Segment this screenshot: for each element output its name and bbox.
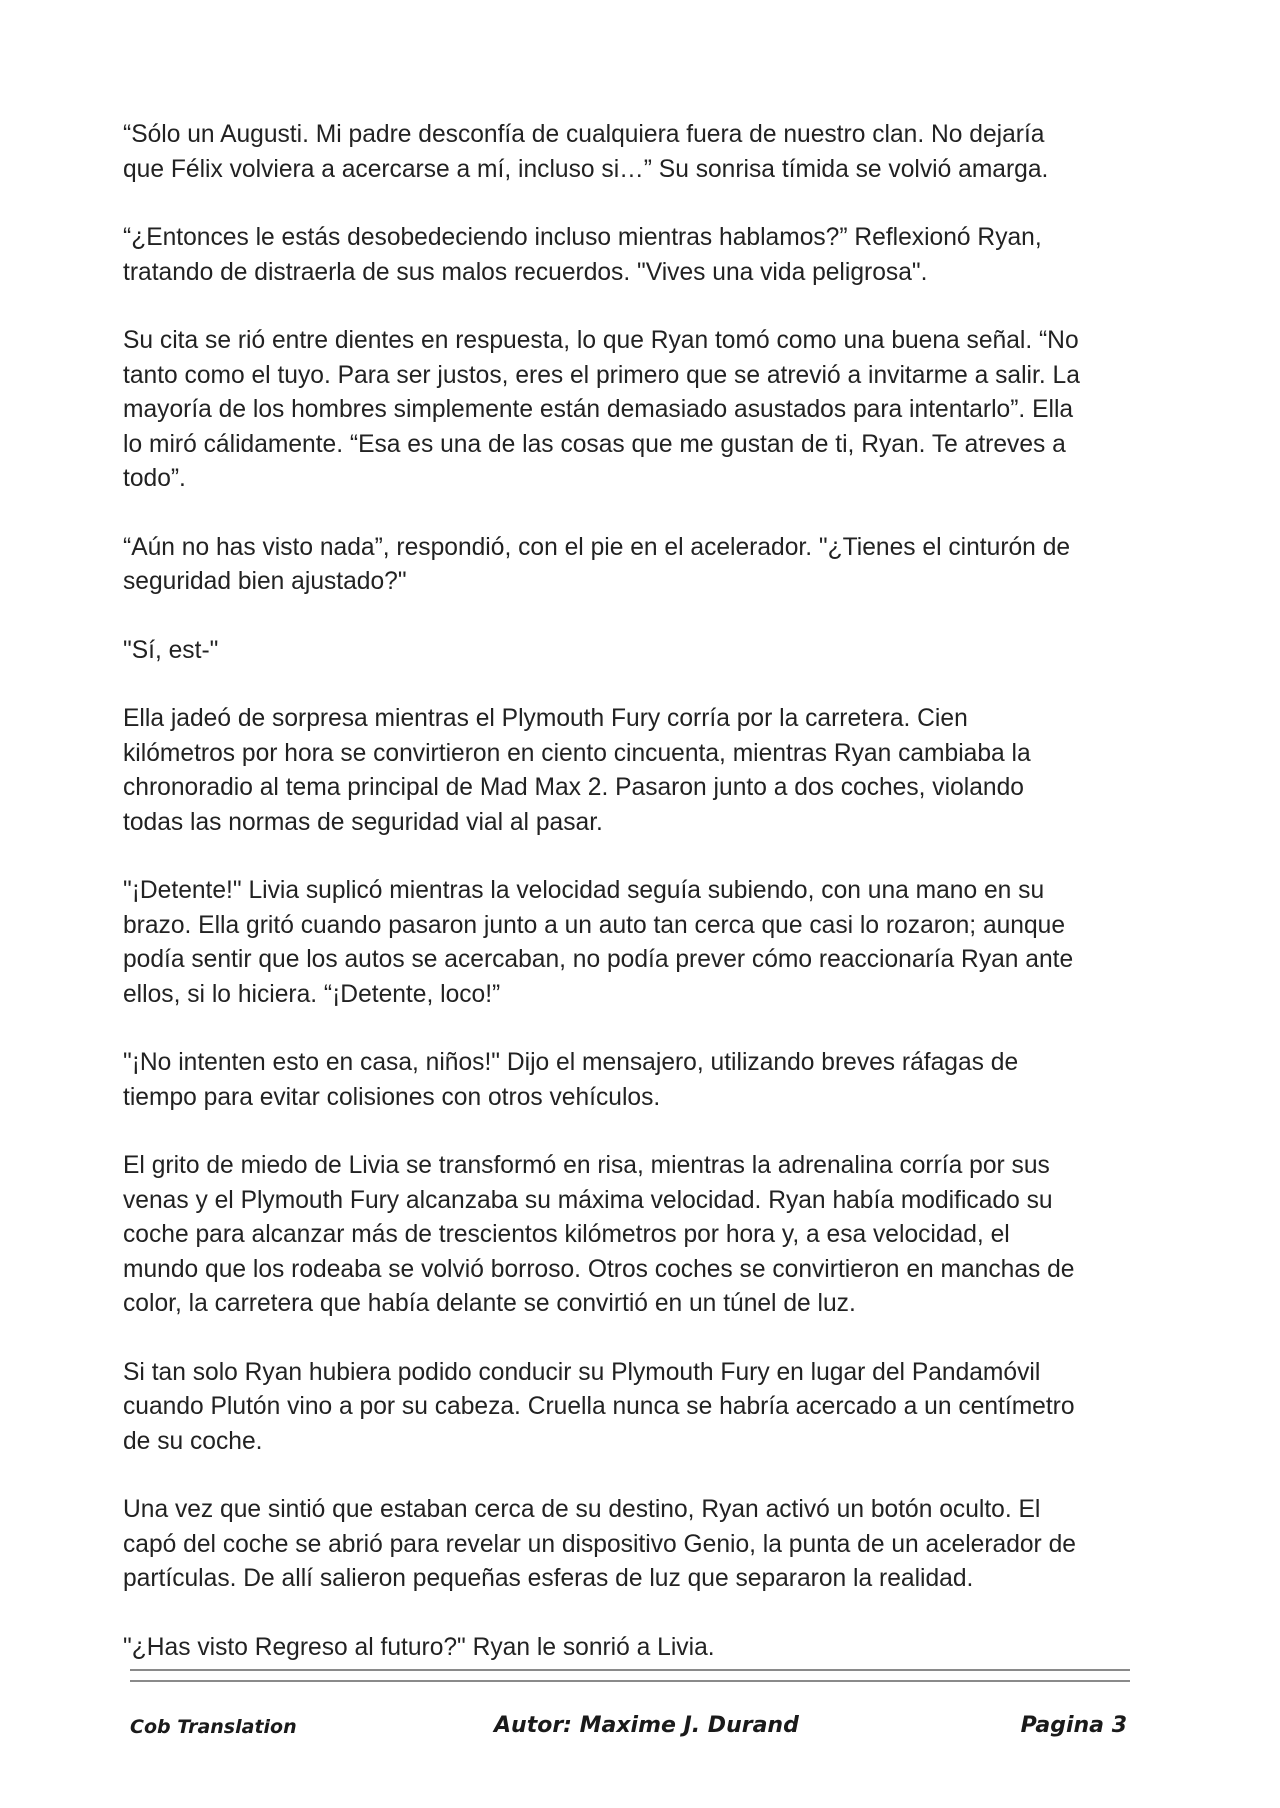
body-text [123, 118, 1153, 1699]
paragraph-10: Si tan solo Ryan hubiera podido conducir su Plymouth Fury en lugar del Pandamóvil cuando Plutón vino a por su cabeza. Cruella nunca se habría acercado a un centímetro de su coche. [123, 1358, 1075, 1455]
footer-rule-top [130, 1669, 1130, 1671]
paragraph-5: "Sí, est-" [123, 636, 219, 664]
paragraph-1: “Sólo un Augusti. Mi padre desconfía de cualquiera fuera de nuestro clan. No dejaría que Félix volviera a acercarse a mí, incluso si…” Su sonrisa tímida se volvió amarga. [123, 121, 1049, 183]
paragraph-8: "¡No intenten esto en casa, niños!" Dijo el mensajero, utilizando breves ráfagas de tiempo para evitar colisiones con otros vehículos. [123, 1049, 1019, 1111]
paragraph-9: El grito de miedo de Livia se transformó en risa, mientras la adrenalina corría por sus venas y el Plymouth Fury alcanzaba su máxima velocidad. Ryan había modificado su coche para alcanzar más de trescientos kilómetros por hora y, a esa velocidad, el mundo que los rodeaba se volvió borroso. Otros coches se convirtieron en manchas de color, la carretera que había delante se convirtió en un túnel de luz. [123, 1152, 1075, 1317]
page-footer [130, 1712, 1130, 1746]
footer-translator: Cob Translation [130, 1716, 297, 1738]
footer-page-number: Pagina 3 [1020, 1713, 1127, 1738]
footer-author: Autor: Maxime J. Durand [494, 1713, 799, 1738]
paragraph-4: “Aún no has visto nada”, respondió, con el pie en el acelerador. "¿Tienes el cinturón de seguridad bien ajustado?" [123, 533, 1071, 595]
paragraph-3: Su cita se rió entre dientes en respuesta, lo que Ryan tomó como una buena señal. “No tanto como el tuyo. Para ser justos, eres el primero que se atrevió a invitarme a salir. La mayoría de los hombres simplemente están demasiado asustados para intentarlo”. Ella lo miró cálidamente. “Esa es una de las cosas que me gustan de ti, Ryan. Te atreves a todo”. [123, 327, 1080, 492]
paragraph-2: “¿Entonces le estás desobedeciendo incluso mientras hablamos?” Reflexionó Ryan, tratando de distraerla de sus malos recuerdos. "Vives una vida peligrosa". [123, 224, 1042, 286]
paragraph-12: "¿Has visto Regreso al futuro?" Ryan le sonrió a Livia. [123, 1633, 715, 1661]
paragraph-7: "¡Detente!" Livia suplicó mientras la velocidad seguía subiendo, con una mano en su brazo. Ella gritó cuando pasaron junto a un auto tan cerca que casi lo rozaron; aunque podía sentir que los autos se acercaban, no podía prever cómo reaccionaría Ryan ante ellos, si lo hiciera. “¡Detente, loco!” [123, 877, 1074, 1008]
paragraph-11: Una vez que sintió que estaban cerca de su destino, Ryan activó un botón oculto. El capó del coche se abrió para revelar un dispositivo Genio, la punta de un acelerador de partículas. De allí salieron pequeñas esferas de luz que separaron la realidad. [123, 1496, 1076, 1592]
paragraph-6: Ella jadeó de sorpresa mientras el Plymouth Fury corría por la carretera. Cien kilómetros por hora se convirtieron en ciento cincuenta, mientras Ryan cambiaba la chronoradio al tema principal de Mad Max 2. Pasaron junto a dos coches, violando todas las normas de seguridad vial al pasar. [123, 705, 1031, 836]
footer-rule-bottom [130, 1680, 1130, 1682]
